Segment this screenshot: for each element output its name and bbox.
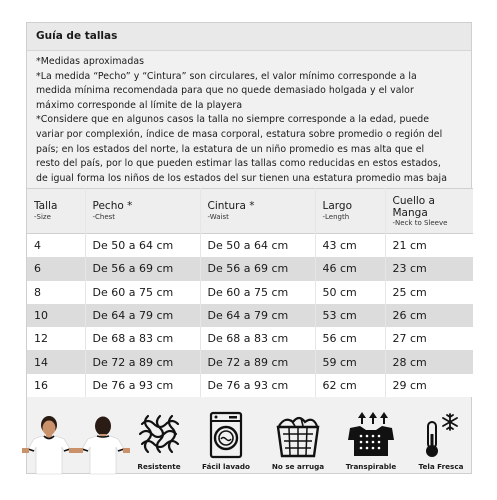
cell-waist: De 76 a 93 cm <box>200 374 315 397</box>
cell-waist: De 72 a 89 cm <box>200 350 315 373</box>
feature-facil-lavado: Fácil lavado <box>199 410 253 464</box>
cell-waist: De 50 a 64 cm <box>200 234 315 258</box>
table-header-row <box>27 189 473 234</box>
cell-size: 4 <box>34 239 41 253</box>
size-table <box>27 188 473 397</box>
table-row <box>27 374 473 397</box>
table-row <box>27 304 473 327</box>
cell-length: 56 cm <box>315 327 385 350</box>
note-line: *Considere que en algunos casos la talla no siempre corresponde a la edad, puede <box>36 114 430 126</box>
cell-chest: De 64 a 79 cm <box>85 304 200 327</box>
feature-transpirable: Transpirable <box>344 410 398 464</box>
kid-back-photo <box>74 414 132 476</box>
cell-waist: De 56 a 69 cm <box>200 257 315 280</box>
header-size: Talla -Size <box>34 200 58 221</box>
size-guide-card <box>26 22 472 474</box>
page-title: Guía de tallas <box>36 30 118 42</box>
table-row <box>27 234 473 258</box>
note-line: variar por complexión, índice de masa corporal, estatura sobre promedio o región del <box>36 128 443 140</box>
cell-length: 43 cm <box>315 234 385 258</box>
cell-size: 12 <box>34 332 48 346</box>
cell-neck-to-sleeve: 29 cm <box>385 374 473 397</box>
header-waist: Cintura * -Waist <box>200 189 315 234</box>
cell-neck-to-sleeve: 28 cm <box>385 350 473 373</box>
thermometer-snowflake-icon <box>414 410 468 460</box>
cell-chest: De 72 a 89 cm <box>85 350 200 373</box>
cell-length: 53 cm <box>315 304 385 327</box>
laundry-basket-icon <box>271 410 325 460</box>
cell-chest: De 76 a 93 cm <box>85 374 200 397</box>
table-row <box>27 350 473 373</box>
cell-neck-to-sleeve: 26 cm <box>385 304 473 327</box>
cell-size: 6 <box>34 262 41 276</box>
feature-resistente: Resistente <box>132 410 186 464</box>
header-chest: Pecho * -Chest <box>85 189 200 234</box>
title-bar <box>27 23 471 51</box>
feature-tela-fresca: Tela Fresca <box>414 410 468 464</box>
note-line: *Medidas aproximadas <box>36 56 145 67</box>
cell-neck-to-sleeve: 21 cm <box>385 234 473 258</box>
cell-neck-to-sleeve: 23 cm <box>385 257 473 280</box>
washing-machine-icon <box>199 410 253 460</box>
cell-chest: De 56 a 69 cm <box>85 257 200 280</box>
feature-no-se-arruga: No se arruga <box>271 410 325 464</box>
table-row <box>27 281 473 304</box>
cell-size: 8 <box>34 285 41 299</box>
note-line: medida mínima recomendada para que no quede demasiado holgada y el valor <box>36 85 414 97</box>
cell-waist: De 64 a 79 cm <box>200 304 315 327</box>
note-line: máximo corresponde al límite de la playera <box>36 99 243 111</box>
cell-waist: De 60 a 75 cm <box>200 281 315 304</box>
note-line: país; en los estados del norte, la estatura de un niño promedio es mas alta que el <box>36 143 425 155</box>
note-line: resto del país, por lo que pueden estimar las tallas como reducidas en estos estados, <box>36 158 441 170</box>
cell-size: 14 <box>34 355 48 369</box>
kid-front-photo <box>20 414 78 476</box>
cell-neck-to-sleeve: 27 cm <box>385 327 473 350</box>
breathable-fabric-icon <box>344 410 398 460</box>
weave-icon <box>132 410 186 460</box>
note-line: de igual forma los niños de los estados del sur tienen una estatura promedio mas baja <box>36 172 447 184</box>
cell-waist: De 68 a 83 cm <box>200 327 315 350</box>
cell-chest: De 68 a 83 cm <box>85 327 200 350</box>
cell-chest: De 60 a 75 cm <box>85 281 200 304</box>
cell-neck-to-sleeve: 25 cm <box>385 281 473 304</box>
features-strip <box>0 410 497 500</box>
table-row <box>27 327 473 350</box>
cell-chest: De 50 a 64 cm <box>85 234 200 258</box>
cell-length: 62 cm <box>315 374 385 397</box>
notes <box>36 55 468 186</box>
header-length: Largo -Length <box>315 189 385 234</box>
cell-length: 50 cm <box>315 281 385 304</box>
table-row <box>27 257 473 280</box>
header-neck-to-sleeve: Cuello a Manga -Neck to Sleeve <box>385 189 473 234</box>
cell-size: 10 <box>34 309 48 323</box>
cell-length: 46 cm <box>315 257 385 280</box>
cell-length: 59 cm <box>315 350 385 373</box>
note-line: *La medida “Pecho” y “Cintura” son circulares, el valor mínimo corresponde a la <box>36 70 417 82</box>
cell-size: 16 <box>34 378 48 392</box>
